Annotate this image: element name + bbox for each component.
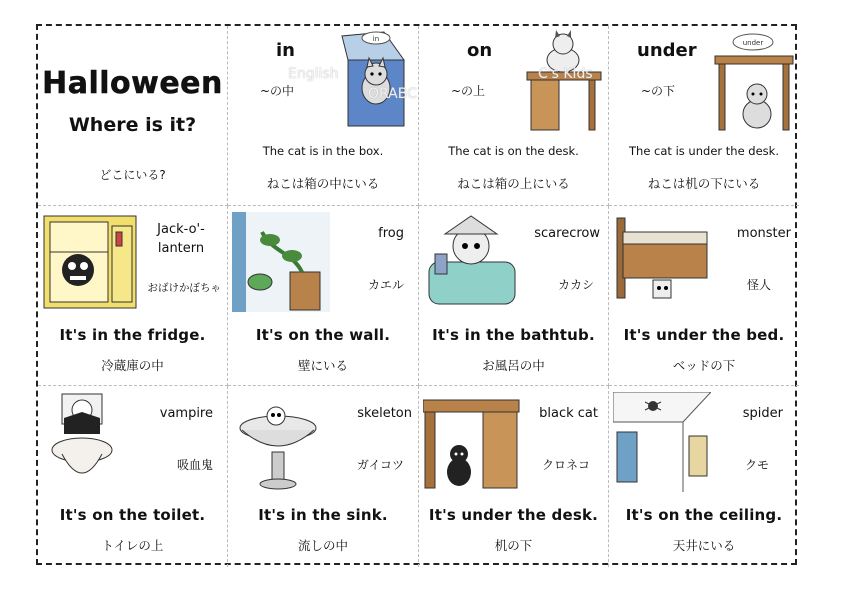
preposition-word: under	[637, 40, 697, 61]
cat-under-desk-illustration	[713, 30, 795, 132]
monster-name-jp: クモ	[744, 458, 769, 472]
box-label: in	[372, 35, 380, 43]
skeleton-in-sink-illustration	[232, 392, 330, 492]
monster-name-jp: 怪人	[746, 278, 771, 292]
monster-name: Jack-o'-lantern	[157, 222, 205, 256]
preposition-card-under	[609, 26, 799, 206]
example-sentence: The cat is in the box.	[262, 144, 384, 158]
monster-name: skeleton	[357, 406, 412, 421]
frog-on-wall-illustration	[232, 212, 330, 312]
worksheet-subtitle: Where is it?	[68, 114, 197, 136]
monster-name: scarecrow	[534, 226, 600, 241]
monster-name-jp: 吸血鬼	[176, 458, 213, 472]
monster-name-jp: クロネコ	[541, 458, 590, 472]
preposition-jp: ~の上	[451, 84, 486, 98]
card-grid	[38, 26, 795, 563]
preposition-jp: ~の中	[260, 84, 295, 98]
location-sentence-jp: 壁にいる	[297, 358, 348, 373]
card-black-cat	[419, 386, 609, 567]
worksheet	[36, 24, 797, 565]
spider-on-ceiling-illustration	[613, 392, 711, 492]
card-monster	[609, 206, 799, 386]
title-card	[38, 26, 228, 206]
example-sentence: The cat is under the desk.	[629, 144, 779, 158]
card-frog	[228, 206, 419, 386]
location-sentence-jp: 冷蔵庫の中	[101, 358, 164, 373]
worksheet-subtitle-jp: どこにいる?	[99, 168, 166, 182]
watermark-text: English	[288, 66, 339, 82]
location-sentence: It's under the desk.	[428, 506, 599, 524]
monster-name: spider	[742, 406, 783, 421]
location-sentence-jp: ベッドの下	[672, 358, 736, 373]
location-sentence: It's in the sink.	[258, 506, 388, 524]
location-sentence-jp: 流しの中	[297, 538, 348, 553]
card-spider	[609, 386, 799, 567]
monster-name: monster	[736, 226, 791, 241]
fridge-illustration	[42, 212, 140, 312]
example-sentence-jp: ねこは箱の中にいる	[266, 176, 380, 191]
watermark-text: ORABC	[368, 86, 417, 102]
monster-name: black cat	[539, 406, 598, 421]
preposition-card-in	[228, 26, 419, 206]
monster-name-jp: ガイコツ	[356, 458, 404, 472]
speech-bubble-label: under	[742, 39, 764, 47]
monster-under-bed-illustration	[613, 212, 711, 312]
location-sentence: It's in the fridge.	[59, 326, 206, 344]
black-cat-under-desk-illustration	[423, 392, 521, 492]
card-scarecrow	[419, 206, 609, 386]
location-sentence: It's under the bed.	[623, 326, 785, 344]
monster-name: vampire	[159, 406, 213, 421]
example-sentence: The cat is on the desk.	[448, 144, 579, 158]
monster-name-jp: カカシ	[557, 278, 594, 292]
example-sentence-jp: ねこは机の下にいる	[647, 176, 761, 191]
watermark-text: C's Kids	[538, 66, 593, 82]
worksheet-title: Halloween	[42, 66, 223, 101]
monster-name-jp: おばけかぼちゃ	[147, 282, 221, 294]
scarecrow-in-bathtub-illustration	[423, 212, 521, 312]
example-sentence-jp: ねこは箱の上にいる	[457, 176, 570, 191]
location-sentence-jp: 机の下	[494, 538, 533, 553]
location-sentence-jp: トイレの上	[101, 538, 164, 553]
preposition-jp: ~の下	[641, 84, 676, 98]
location-sentence: It's on the toilet.	[59, 506, 206, 524]
location-sentence: It's on the wall.	[255, 326, 391, 344]
preposition-word: in	[276, 40, 295, 61]
location-sentence: It's on the ceiling.	[625, 506, 783, 524]
location-sentence-jp: 天井にいる	[672, 538, 736, 553]
preposition-card-on	[419, 26, 609, 206]
card-jack-o-lantern	[38, 206, 228, 386]
cat-on-desk-illustration	[523, 30, 605, 132]
cat-in-box-illustration	[340, 30, 412, 128]
monster-name: frog	[378, 226, 404, 241]
preposition-word: on	[467, 40, 493, 61]
card-skeleton	[228, 386, 419, 567]
card-vampire	[38, 386, 228, 567]
location-sentence-jp: お風呂の中	[482, 358, 545, 373]
vampire-on-toilet-illustration	[42, 392, 140, 492]
location-sentence: It's in the bathtub.	[432, 326, 595, 344]
monster-name-jp: カエル	[367, 278, 404, 292]
